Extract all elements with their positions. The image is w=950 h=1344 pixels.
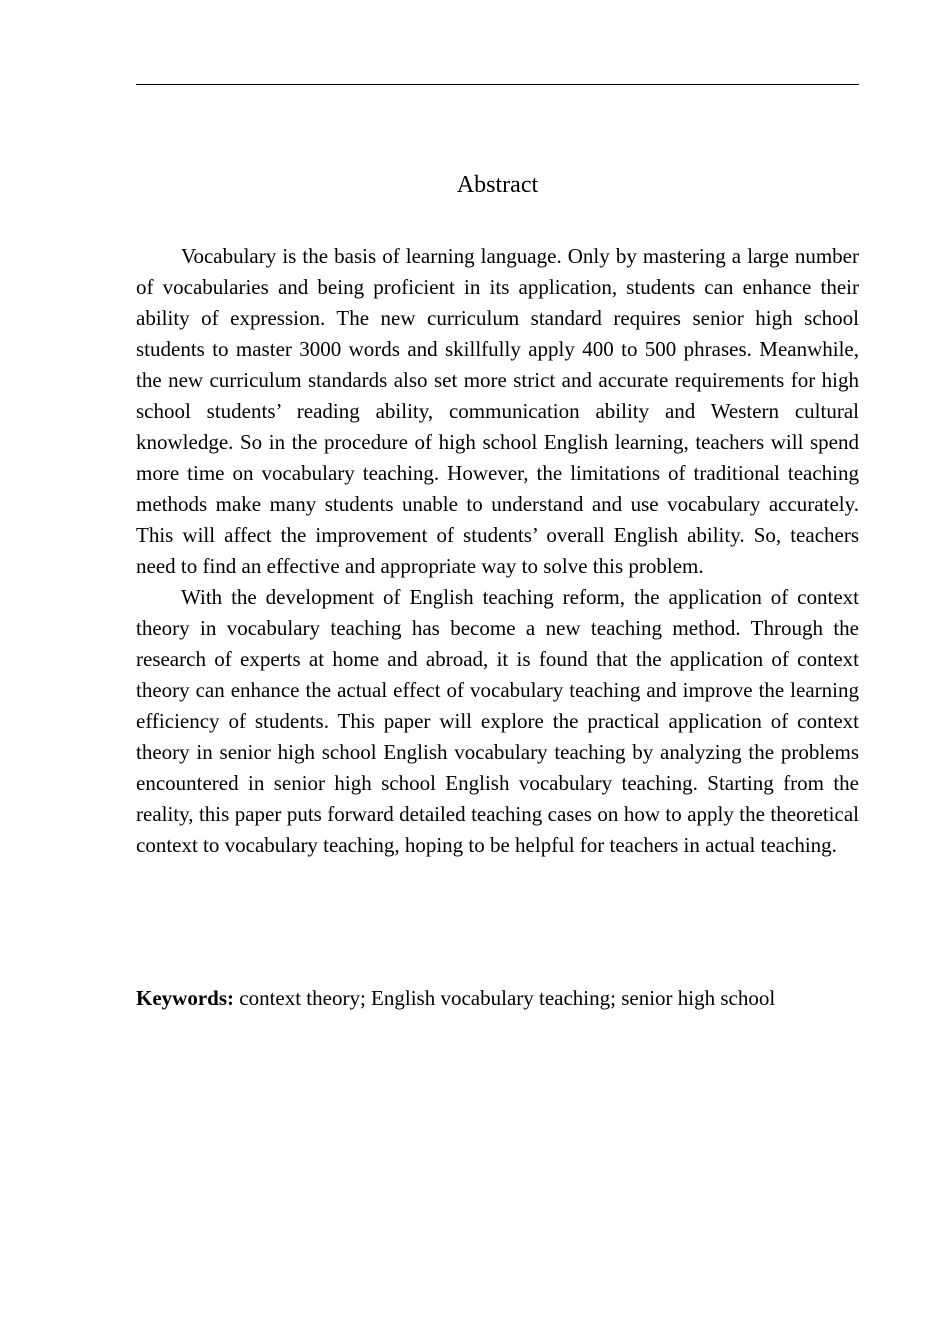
abstract-title: Abstract (456, 172, 539, 198)
keywords-label: Keywords: (136, 986, 234, 1010)
abstract-paragraph-1: Vocabulary is the basis of learning language. Only by mastering a large number of vocabularies and being proficient in its application, students can enhance their ability of expression. The new curriculum standard requires senior high school students to master 3000 words and skillfully apply 400 to 500 phrases. Meanwhile, the new curriculum standards also set more strict and accurate requirements for high school students’ reading ability, communication ability and Western cultural knowledge. So in the procedure of high school English learning, teachers will spend more time on vocabulary teaching. However, the limitations of traditional teaching methods make many students unable to understand and use vocabulary accurately. This will affect the improvement of students’ overall English ability. So, teachers need to find an effective and appropriate way to solve this problem. (136, 244, 859, 578)
header-rule (136, 84, 859, 85)
abstract-body (136, 241, 859, 861)
abstract-paragraph-2: With the development of English teaching reform, the application of context theory in vocabulary teaching has become a new teaching method. Through the research of experts at home and abroad, it is found that the application of context theory can enhance the actual effect of vocabulary teaching and improve the learning efficiency of students. This paper will explore the practical application of context theory in senior high school English vocabulary teaching by analyzing the problems encountered in senior high school English vocabulary teaching. Starting from the reality, this paper puts forward detailed teaching cases on how to apply the theoretical context to vocabulary teaching, hoping to be helpful for teachers in actual teaching. (136, 585, 859, 857)
keywords-line (136, 983, 859, 1014)
keywords-text: context theory; English vocabulary teaching; senior high school (234, 986, 776, 1010)
